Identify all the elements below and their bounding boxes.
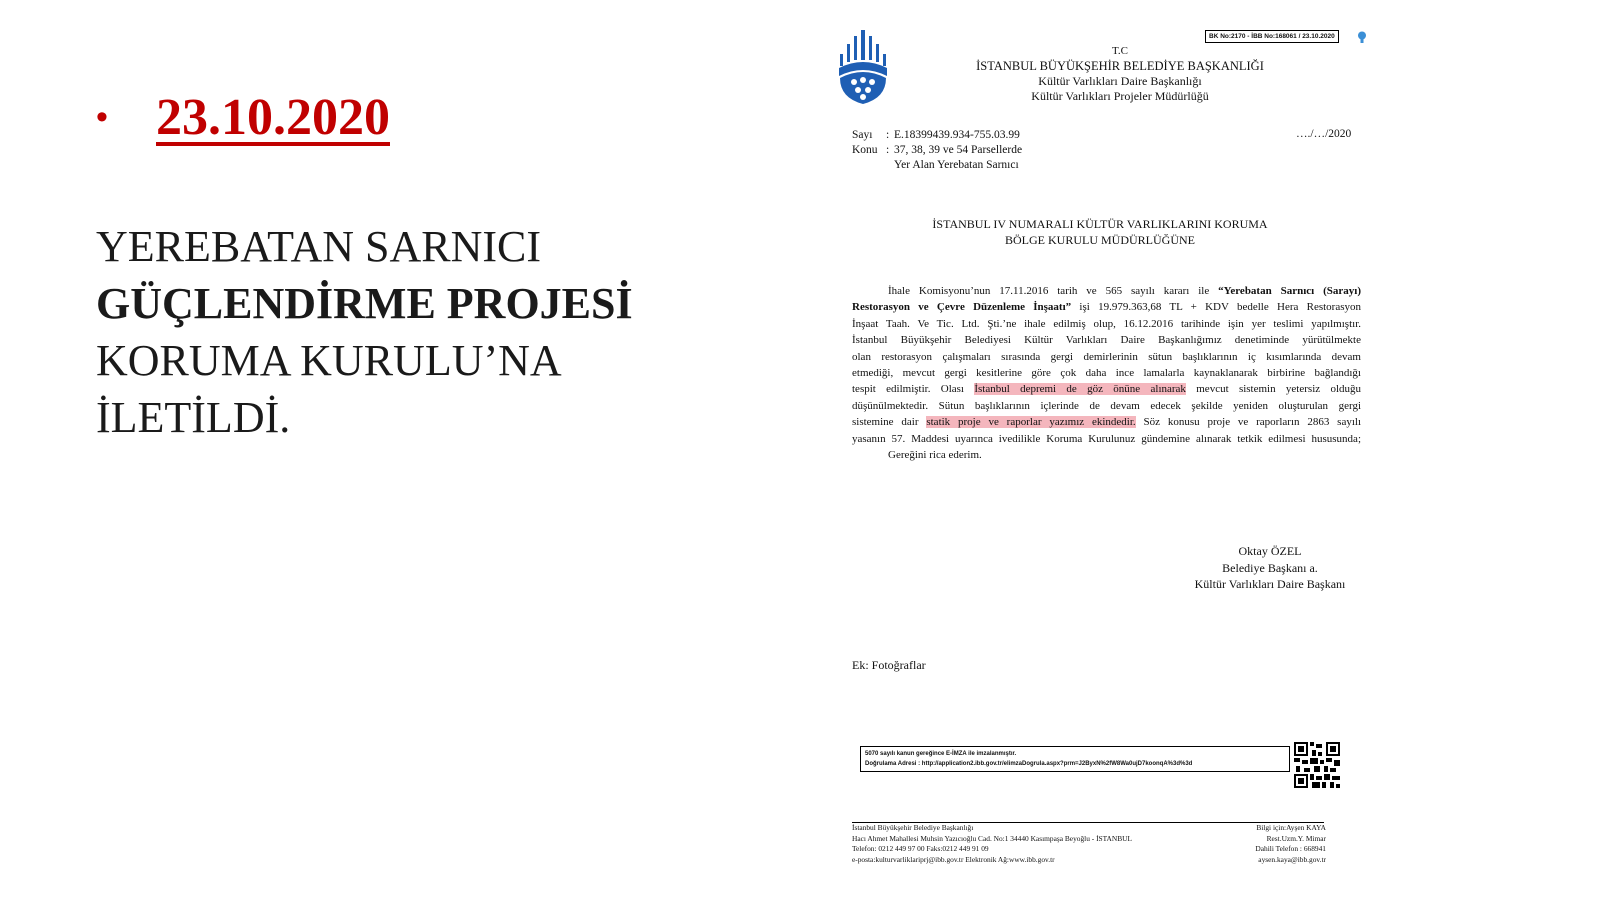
signature-block — [1170, 543, 1370, 593]
footer-info-email: aysen.kaya@ibb.gov.tr — [1258, 854, 1326, 864]
e-signature-url: Doğrulama Adresi : http://application2.ibb.gov.tr/elimzaDogrula.aspx?prm=J2ByxN%2fW8Wa0ujD7koonqA%3d%3d — [865, 761, 1193, 767]
footer-address: Hacı Ahmet Mahallesi Muhsin Yazıcıoğlu Cad. No:1 34440 Kasımpaşa Beyoğlu - İSTANBUL — [852, 833, 1133, 843]
bullet-marker: • — [96, 98, 108, 136]
recipient-block — [870, 216, 1330, 248]
konu-value-2: Yer Alan Yerebatan Sarnıcı — [894, 159, 1019, 171]
footer-info — [1234, 823, 1326, 865]
body-line: olan restorasyon çalışmaları sırasında gergi demirlerinin sütun başlıklarının iç kısımlarında devam — [852, 350, 1361, 363]
footer-institution: İstanbul Büyükşehir Belediye Başkanlığı — [852, 823, 974, 832]
body-line: İnşaat Taah. Ve Tic. Ltd. Şti.’ne ihale edilmiş olup, 16.12.2016 tarihinde işin yer teslimi yapılmıştır. — [852, 317, 1361, 330]
body-line: yasanın 57. Maddesi uyarınca ivedilikle Koruma Kurulunuz gündemine alınarak tetkik edilmesi hususunda; — [852, 432, 1361, 445]
document-reference-box: BK No:2170 - İBB No:168061 / 23.10.2020 — [1205, 30, 1339, 43]
highlight-static-project: statik proje ve raporlar yazımız ekindedir. — [926, 416, 1136, 429]
signer-title-1: Belediye Başkanı a. — [1222, 560, 1318, 575]
body-line: Restorasyon ve Çevre Düzenleme İnşaatı” işi 19.979.363,68 TL + KDV bedelle Hera Restorasyon — [852, 301, 1362, 314]
letterhead — [930, 44, 1310, 104]
body-line: düşünülmektedir. Sütun başlıklarının içlerinde de devam edecek şekilde yeniden oluşturulan gergi — [852, 399, 1361, 412]
letterhead-directorate: Kültür Varlıkları Projeler Müdürlüğü — [1031, 89, 1209, 103]
footer-contact — [852, 823, 1132, 865]
highlight-earthquake: İstanbul depremi de göz önüne alınarak — [974, 383, 1186, 396]
slide-date: 23.10.2020 — [156, 89, 390, 146]
e-signature-statement: 5070 sayılı kanun gereğince E-İMZA ile imzalanmıştır. — [865, 751, 1017, 757]
headline-line-1: YEREBATAN SARNICI — [96, 222, 542, 271]
official-letter — [830, 20, 1390, 890]
letterhead-tc: T.C — [1112, 45, 1128, 57]
letterhead-institution: İSTANBUL BÜYÜKŞEHİR BELEDİYE BAŞKANLIĞI — [976, 59, 1264, 73]
body-line: etmediği, mevcut gergi kesitlerine göre çok daha ince lamalarla kaynaklanarak birbirine bağlandığı — [852, 367, 1361, 380]
footer-info-title: Rest.Uzm.Y. Mimar — [1266, 833, 1326, 843]
body-closing: Gereğini rica ederim. — [888, 449, 982, 462]
signer-title-2: Kültür Varlıkları Daire Başkanı — [1194, 577, 1346, 591]
attachment-note: Ek: Fotoğraflar — [852, 658, 926, 672]
sayi-value: E.18399439.934-755.03.99 — [894, 129, 1020, 141]
headline-line-3: KORUMA KURULU’NA — [96, 336, 562, 385]
letterhead-department: Kültür Varlıkları Daire Başkanlığı — [1038, 74, 1202, 88]
body-line: tespit edilmiştir. Olası İstanbul depremi de göz önüne alınarak mevcut sistemin yetersiz olduğu — [852, 383, 1361, 396]
recipient-line-2: BÖLGE KURULU MÜDÜRLÜĞÜNE — [1005, 233, 1195, 247]
body-line: İhale Komisyonu’nun 17.11.2016 tarih ve 565 sayılı kararı ile “Yerebatan Sarnıcı (Sarayı) — [888, 285, 1361, 297]
headline-line-2: GÜÇLENDİRME PROJESİ — [96, 279, 633, 328]
konu-value-1: 37, 38, 39 ve 54 Parsellerde — [894, 144, 1023, 156]
recipient-line-1: İSTANBUL IV NUMARALI KÜLTÜR VARLIKLARINI KORUMA — [932, 217, 1268, 231]
konu-label: Konu — [852, 144, 878, 156]
letter-date: …./…/2020 — [1296, 128, 1352, 140]
body-line: sistemine dair statik proje ve raporlar yazımız ekindedir. Söz konusu proje ve raporların 2863 sayılı — [852, 416, 1362, 429]
e-signature-box — [860, 746, 1290, 772]
sayi-label: Sayı — [852, 129, 873, 141]
headline-line-4: İLETİLDİ. — [96, 393, 291, 442]
seal-icon — [1357, 31, 1367, 43]
slide-headline — [96, 218, 736, 446]
footer-email: e-posta:kulturvarliklariprj@ibb.gov.tr Elektronik Ağ:www.ibb.gov.tr — [852, 854, 1055, 864]
footer-info-name: Bilgi için:Ayşen KAYA — [1256, 823, 1326, 832]
letter-metadata: Sayı : E.18399439.934-755.03.99 Konu : 37, 38, 39 ve 54 Parsellerde Yer Alan Yerebatan Sarnıcı — [852, 129, 1023, 171]
qr-code-icon — [1294, 742, 1340, 788]
ibb-logo-icon — [836, 30, 890, 106]
footer-phone: Telefon: 0212 449 97 00 Faks:0212 449 91 09 — [852, 844, 989, 853]
date-bullet-item — [96, 89, 390, 146]
footer-info-phone: Dahili Telefon : 668941 — [1255, 844, 1326, 853]
signer-name: Oktay ÖZEL — [1238, 544, 1302, 558]
letter-body — [852, 283, 1361, 463]
body-line: İstanbul Büyükşehir Belediyesi Kültür Varlıkları Daire Başkanlığımız denetiminde yürütülmekte — [852, 334, 1361, 347]
